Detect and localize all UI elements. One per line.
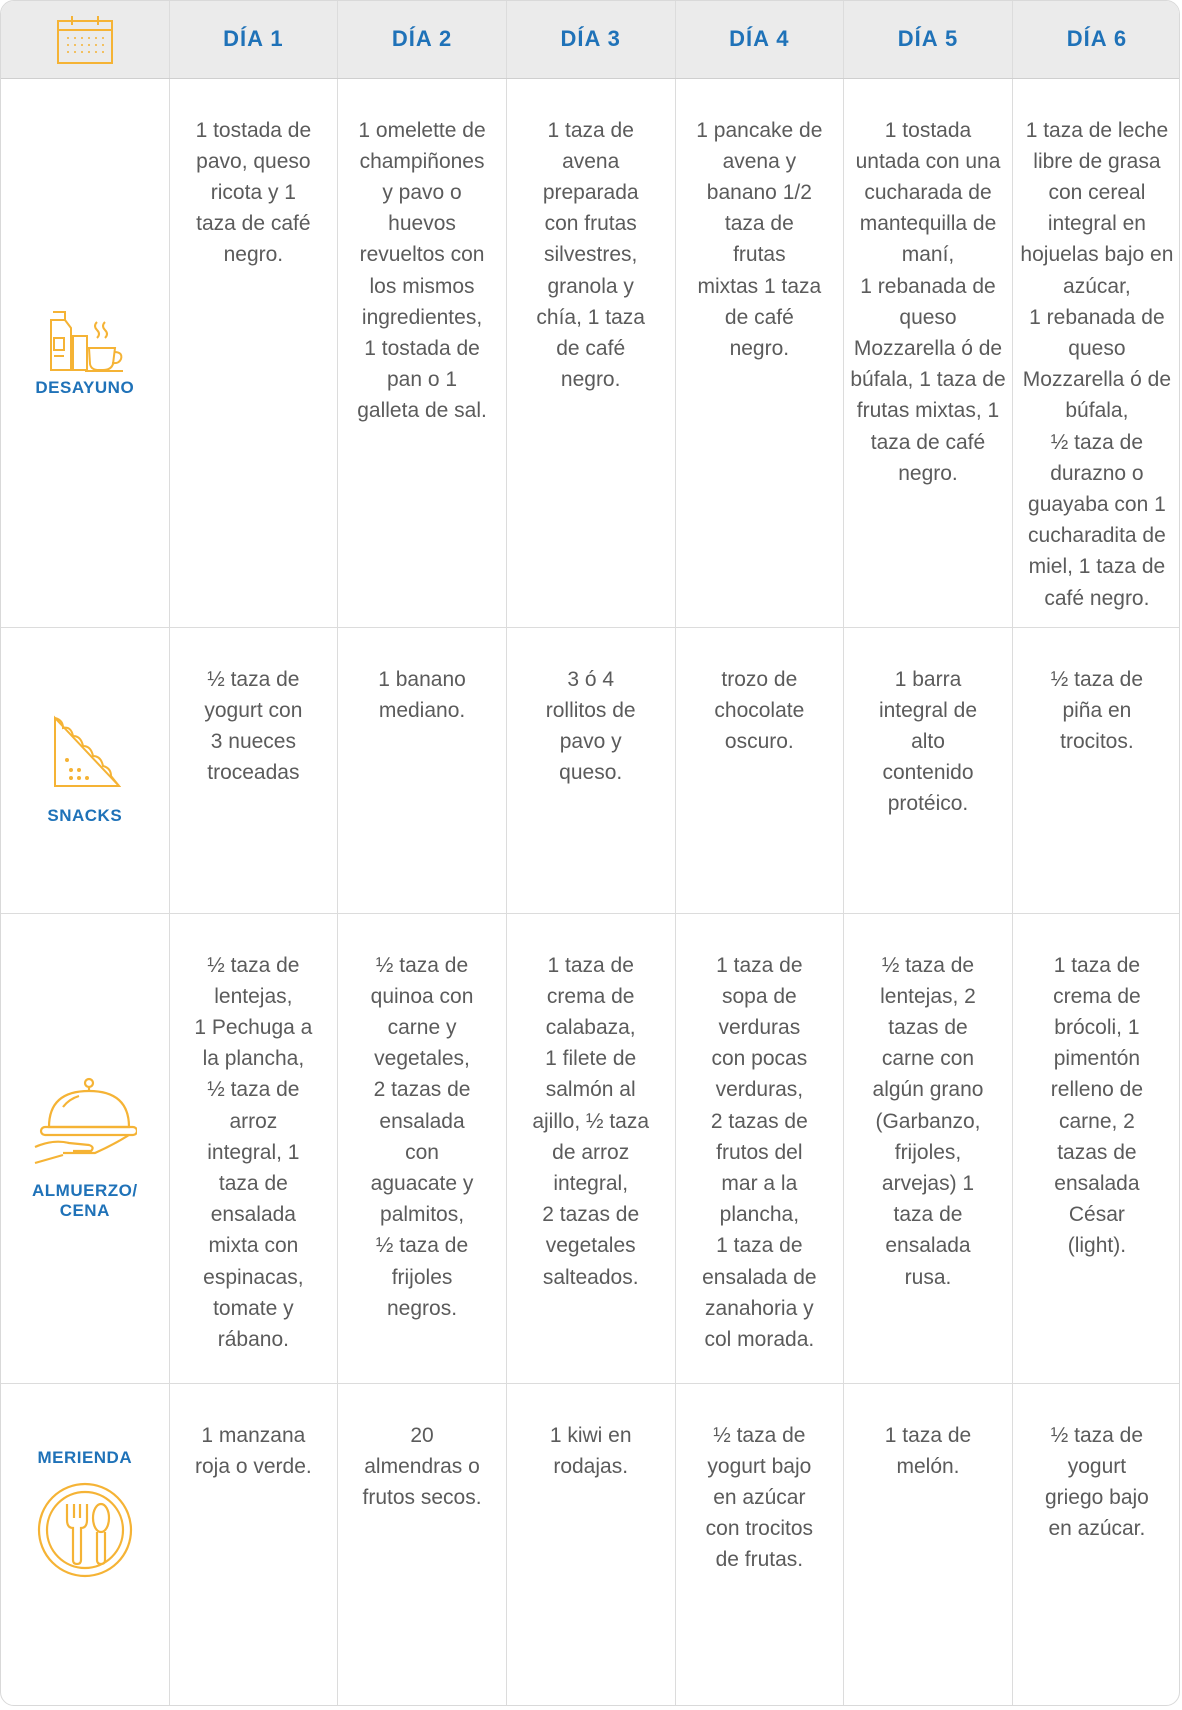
meal-line: rollitos de xyxy=(545,698,636,722)
meal-line: los mismos xyxy=(369,274,475,298)
meal-line: durazno o xyxy=(1050,461,1144,485)
meal-line: 1 taza de xyxy=(716,953,803,977)
meal-line: taza de café xyxy=(870,430,986,454)
row-label-text: SNACKS xyxy=(47,806,123,825)
meal-line: Mozzarella ó de xyxy=(853,336,1003,360)
meal-line: de arroz xyxy=(552,1140,630,1164)
meal-line: revueltos con xyxy=(359,243,485,267)
row-label-text-line-1: ALMUERZO/ xyxy=(32,1181,138,1200)
meal-line: libre de grasa xyxy=(1033,149,1161,173)
meal-line: untada con una xyxy=(855,149,1001,173)
day-header-2: DÍA 2 xyxy=(338,1,507,78)
meal-line: 3 ó 4 xyxy=(567,667,615,691)
meal-line: frijoles xyxy=(391,1265,453,1289)
meal-line: carne, 2 xyxy=(1058,1109,1135,1133)
meal-line: zanahoria y xyxy=(705,1296,814,1320)
meal-line: negro. xyxy=(898,461,958,485)
meal-line: Mozzarella ó de xyxy=(1022,368,1172,392)
meal-line: 1 taza de xyxy=(547,953,634,977)
meal-line: preparada xyxy=(542,180,639,204)
meal-line: negro. xyxy=(560,368,621,392)
meal-line: rábano. xyxy=(217,1327,289,1351)
meal-line: chía, 1 taza xyxy=(536,305,645,329)
meal-line: algún grano xyxy=(872,1078,984,1102)
meal-line: verduras, xyxy=(715,1078,804,1102)
meal-cell xyxy=(169,78,338,627)
meal-line: 1 Pechuga a xyxy=(194,1015,313,1039)
meal-line: en azúcar xyxy=(713,1485,806,1509)
meal-line: búfala, 1 taza de xyxy=(850,368,1006,392)
row-label-merienda xyxy=(1,1383,169,1706)
meal-line: de café xyxy=(724,305,794,329)
meal-cell xyxy=(1012,1383,1180,1706)
meal-cell xyxy=(844,913,1013,1383)
meal-line: carne y xyxy=(387,1015,457,1039)
meal-line: ½ taza de xyxy=(713,1423,806,1447)
meal-line: ½ taza de xyxy=(1050,667,1144,691)
meal-line: rodajas. xyxy=(553,1454,629,1478)
meal-line: mar a la xyxy=(721,1171,798,1195)
meal-cell xyxy=(844,627,1013,913)
meal-line: col morada. xyxy=(704,1327,815,1351)
meal-line: sopa de xyxy=(721,984,797,1008)
meal-line: frijoles, xyxy=(894,1140,962,1164)
meal-line: 1 pancake de xyxy=(696,118,823,142)
meal-cell xyxy=(506,1383,675,1706)
meal-line: huevos xyxy=(388,212,456,236)
meal-cell xyxy=(1012,627,1180,913)
meal-line: 1 rebanada de xyxy=(860,274,996,298)
meal-cell xyxy=(675,913,844,1383)
meal-line: melón. xyxy=(896,1454,960,1478)
row-label-text: MERIENDA xyxy=(37,1447,133,1467)
meal-line: queso xyxy=(1068,336,1126,360)
meal-line: integral de xyxy=(878,698,978,722)
meal-line: con frutas xyxy=(544,212,637,236)
meal-line: chocolate xyxy=(714,698,805,722)
meal-line: miel, 1 taza de xyxy=(1028,555,1166,579)
meal-line: lentejas, 2 xyxy=(880,984,976,1008)
meal-line: 20 xyxy=(410,1423,434,1447)
meal-line: yogurt bajo xyxy=(707,1454,812,1478)
meal-line: trocitos. xyxy=(1060,729,1134,753)
row-desayuno xyxy=(1,78,1180,627)
meal-line: lentejas, xyxy=(214,984,293,1008)
meal-line: integral en xyxy=(1047,212,1146,236)
meal-line: brócoli, 1 xyxy=(1054,1015,1140,1039)
meal-line: silvestres, xyxy=(544,243,638,267)
meal-line: pavo, queso xyxy=(196,149,311,173)
meal-line: almendras o xyxy=(364,1454,480,1478)
meal-line: frutos secos. xyxy=(362,1485,482,1509)
meal-line: troceadas xyxy=(207,761,300,785)
meal-cell xyxy=(506,78,675,627)
meal-line: búfala, xyxy=(1065,399,1129,423)
meal-line: ½ taza de xyxy=(207,953,300,977)
row-label-text: DESAYUNO xyxy=(35,377,135,397)
meal-line: 1 rebanada de xyxy=(1029,305,1165,329)
meal-line: cucharada de xyxy=(864,180,992,204)
plate-cutlery-icon xyxy=(35,1480,135,1580)
meal-line: tazas de xyxy=(1057,1140,1137,1164)
breakfast-icon xyxy=(45,308,125,372)
meal-line: crema de xyxy=(546,984,635,1008)
meal-line: pan o 1 xyxy=(386,368,458,392)
meal-line: salmón al xyxy=(545,1078,636,1102)
meal-line: en azúcar. xyxy=(1048,1517,1146,1541)
meal-cell xyxy=(844,78,1013,627)
meal-line: salteados. xyxy=(542,1265,639,1289)
row-label-text-line-2: CENA xyxy=(59,1201,110,1220)
row-merienda xyxy=(1,1383,1180,1706)
meal-line: yogurt xyxy=(1067,1454,1127,1478)
meal-line: César xyxy=(1068,1203,1125,1227)
meal-line: 2 tazas de xyxy=(542,1203,640,1227)
meal-line: con pocas xyxy=(711,1047,808,1071)
meal-line: 1 banano xyxy=(378,667,466,691)
meal-line: taza de xyxy=(893,1203,963,1227)
meal-line: con xyxy=(405,1140,439,1164)
sandwich-icon xyxy=(49,714,121,790)
header-row xyxy=(1,1,1180,78)
day-header-5: DÍA 5 xyxy=(844,1,1013,78)
meal-line: mantequilla de xyxy=(859,212,997,236)
meal-line: 1 manzana xyxy=(201,1423,306,1447)
meal-line: (Garbanzo, xyxy=(875,1109,981,1133)
meal-line: 1 taza de xyxy=(884,1423,972,1447)
meal-cell xyxy=(338,1383,507,1706)
meal-cell xyxy=(338,913,507,1383)
cloche-platter-icon xyxy=(33,1075,137,1167)
meal-line: 1 taza de xyxy=(547,118,634,142)
meal-line: ingredientes, xyxy=(361,305,483,329)
meal-cell xyxy=(338,627,507,913)
meal-line: 3 nueces xyxy=(210,729,296,753)
meal-line: negros. xyxy=(387,1296,458,1320)
meal-cell xyxy=(675,1383,844,1706)
meal-cell xyxy=(169,1383,338,1706)
meal-line: azúcar, xyxy=(1063,274,1131,298)
meal-line: piña en xyxy=(1062,698,1132,722)
meal-line: 1 taza de xyxy=(1053,953,1141,977)
meal-line: champiñones xyxy=(359,149,485,173)
meal-line: granola y xyxy=(547,274,634,298)
meal-line: plancha, xyxy=(719,1203,800,1227)
day-header-4: DÍA 4 xyxy=(675,1,844,78)
meal-line: de frutas. xyxy=(715,1548,804,1572)
meal-line: cucharadita de xyxy=(1028,524,1166,548)
meal-line: pavo y xyxy=(559,729,622,753)
meal-line: tazas de xyxy=(888,1015,968,1039)
meal-line: 1 barra xyxy=(894,667,962,691)
meal-line: la plancha, xyxy=(202,1047,305,1071)
meal-line: negro. xyxy=(729,336,790,360)
meal-line: verduras xyxy=(718,1015,801,1039)
meal-line: queso. xyxy=(559,761,623,785)
meal-line: 1 taza de xyxy=(716,1234,803,1258)
meal-line: quinoa con xyxy=(370,984,474,1008)
meal-line: con cereal xyxy=(1048,180,1146,204)
meal-cell xyxy=(844,1383,1013,1706)
meal-line: hojuelas bajo en xyxy=(1020,243,1174,267)
meal-line: ricota y 1 xyxy=(210,180,296,204)
meal-line: galleta de sal. xyxy=(357,399,487,423)
meal-cell xyxy=(1012,78,1180,627)
meal-line: ajillo, ½ taza xyxy=(532,1109,650,1133)
meal-line: 1 filete de xyxy=(545,1047,637,1071)
calendar-cell xyxy=(1,1,169,78)
meal-line: ½ taza de xyxy=(881,953,975,977)
meal-cell xyxy=(169,627,338,913)
meal-line: mediano. xyxy=(378,698,466,722)
meal-line: banano 1/2 xyxy=(706,180,812,204)
meal-line: protéico. xyxy=(887,792,969,816)
meal-line: queso xyxy=(899,305,957,329)
meal-line: vegetales, xyxy=(374,1047,470,1071)
meal-line: contenido xyxy=(882,761,974,785)
calendar-icon xyxy=(56,13,114,65)
meal-line: guayaba con 1 xyxy=(1028,492,1166,516)
meal-line: ensalada de xyxy=(702,1265,817,1289)
meal-line: ensalada xyxy=(210,1203,296,1227)
meal-line: ensalada xyxy=(1054,1171,1140,1195)
meal-line: taza de xyxy=(724,212,794,236)
meal-line: de café xyxy=(556,336,626,360)
meal-cell xyxy=(506,627,675,913)
meal-line: arvejas) 1 xyxy=(881,1171,975,1195)
meal-line: trozo de xyxy=(721,667,798,691)
row-label-desayuno xyxy=(1,78,169,627)
meal-line: mixta con xyxy=(208,1234,299,1258)
meal-line: oscuro. xyxy=(724,729,794,753)
meal-line: taza de café xyxy=(196,212,311,236)
meal-line: 1 omelette de xyxy=(358,118,486,142)
meal-cell xyxy=(675,627,844,913)
meal-line: mixtas 1 taza xyxy=(697,274,822,298)
row-label-almuerzo-cena xyxy=(1,913,169,1383)
meal-line: ½ taza de xyxy=(375,953,469,977)
meal-line: ½ taza de xyxy=(207,667,300,691)
day-header-3: DÍA 3 xyxy=(506,1,675,78)
meal-line: alto xyxy=(911,729,945,753)
meal-line: relleno de xyxy=(1050,1078,1144,1102)
meal-line: crema de xyxy=(1053,984,1141,1008)
meal-plan-table xyxy=(1,1,1180,1706)
meal-line: ½ taza de xyxy=(1050,1423,1144,1447)
meal-line: roja o verde. xyxy=(195,1454,312,1478)
meal-cell xyxy=(675,78,844,627)
meal-line: rusa. xyxy=(904,1265,952,1289)
meal-line: yogurt con xyxy=(204,698,303,722)
meal-line: maní, xyxy=(901,243,955,267)
day-header-6: DÍA 6 xyxy=(1012,1,1180,78)
meal-cell xyxy=(169,913,338,1383)
meal-line: 1 tostada xyxy=(884,118,972,142)
row-almuerzo-cena xyxy=(1,913,1180,1383)
meal-line: ensalada xyxy=(379,1109,465,1133)
meal-line: 1 tostada de xyxy=(195,118,312,142)
meal-line: café negro. xyxy=(1044,586,1150,610)
meal-line: ensalada xyxy=(885,1234,971,1258)
meal-line: integral, xyxy=(553,1171,629,1195)
meal-line: ½ taza de xyxy=(1050,430,1144,454)
meal-line: avena y xyxy=(722,149,797,173)
meal-line: y pavo o xyxy=(382,180,462,204)
meal-line: negro. xyxy=(223,243,284,267)
meal-line: integral, 1 xyxy=(207,1140,300,1164)
meal-line: carne con xyxy=(881,1047,975,1071)
meal-line: frutos del xyxy=(716,1140,803,1164)
meal-cell xyxy=(506,913,675,1383)
meal-line: 2 tazas de xyxy=(710,1109,808,1133)
meal-line: con trocitos xyxy=(705,1517,814,1541)
row-snacks xyxy=(1,627,1180,913)
meal-line: ½ taza de xyxy=(207,1078,300,1102)
meal-line: aguacate y xyxy=(370,1171,474,1195)
row-label-snacks xyxy=(1,627,169,913)
meal-line: frutas xyxy=(733,243,786,267)
meal-line: vegetales xyxy=(545,1234,636,1258)
meal-line: avena xyxy=(562,149,620,173)
meal-line: 1 kiwi en xyxy=(549,1423,632,1447)
meal-cell xyxy=(338,78,507,627)
meal-line: pimentón xyxy=(1053,1047,1141,1071)
meal-line: griego bajo xyxy=(1044,1485,1149,1509)
meal-line: 1 taza de leche xyxy=(1025,118,1169,142)
meal-line: palmitos, xyxy=(380,1203,465,1227)
meal-line: calabaza, xyxy=(545,1015,636,1039)
meal-line: taza de xyxy=(218,1171,288,1195)
meal-line: 1 tostada de xyxy=(364,336,480,360)
meal-line: tomate y xyxy=(213,1296,294,1320)
meal-line: arroz xyxy=(229,1109,278,1133)
day-header-1: DÍA 1 xyxy=(169,1,338,78)
meal-cell xyxy=(1012,913,1180,1383)
meal-line: (light). xyxy=(1067,1234,1127,1258)
meal-line: 2 tazas de xyxy=(373,1078,471,1102)
meal-line: ½ taza de xyxy=(375,1234,469,1258)
meal-line: frutas mixtas, 1 xyxy=(856,399,1000,423)
meal-line: espinacas, xyxy=(203,1265,304,1289)
